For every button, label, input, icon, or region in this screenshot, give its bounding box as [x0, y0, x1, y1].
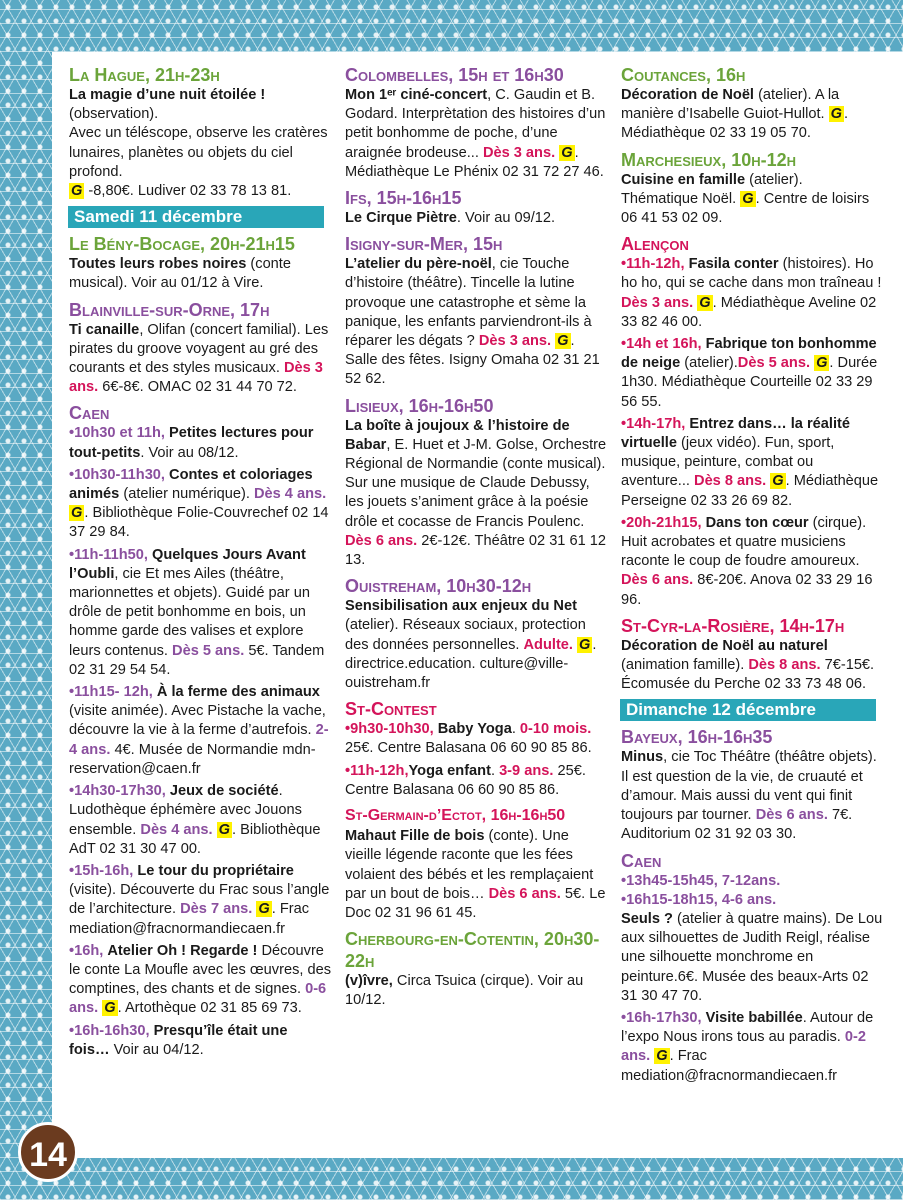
- event-entry: [69, 86, 331, 201]
- event-title: L’atelier du père-noël: [345, 256, 492, 273]
- free-badge: G: [557, 333, 569, 350]
- event-title: Petites lectures pour tout-petits: [69, 425, 314, 461]
- event-time: •15h-16h,: [69, 862, 134, 879]
- event-entry: [69, 546, 331, 680]
- age-label: Dès 6 ans.: [488, 885, 561, 902]
- date-band: Dimanche 12 décembre: [620, 699, 876, 721]
- event-text: (atelier). Réseaux sociaux, protection des données personnelles.: [345, 617, 586, 653]
- event-info: Médiathèque Le Phénix 02 31 72 27 46.: [345, 163, 604, 180]
- event-time: •11h-11h50,: [69, 546, 148, 563]
- event-text: (atelier). Thématique Noël.: [621, 171, 803, 207]
- event-info: Frac mediation@fracnormandiecaen.fr: [69, 901, 310, 937]
- event-title: Jeux de société: [169, 783, 279, 800]
- event-entry: [345, 209, 607, 228]
- event-title: À la ferme des animaux: [156, 684, 320, 701]
- event-time: •16h-16h30,: [69, 1022, 150, 1039]
- event-text: , cie Touche d’histoire (théâtre). Tincelle la lutine provoque une catastrophe et sème la panique, les enfants parviendront-ils à réparer les dégats ?: [345, 256, 592, 350]
- event-title: Baby Yoga: [437, 721, 512, 738]
- free-badge: G: [579, 636, 591, 653]
- page-number: 14: [18, 1122, 78, 1182]
- free-badge: G: [742, 190, 754, 207]
- event-location: Lisieux, 16h-16h50: [345, 395, 494, 416]
- event-title: Visite babillée: [705, 1009, 803, 1026]
- event-location: Ouistreham, 10h30-12h: [345, 576, 532, 597]
- event-title: Entrez dans… la réalité virtuelle: [621, 415, 850, 452]
- age-label: Dès 3 ans.: [621, 294, 694, 311]
- age-label: 0-2 ans.: [621, 1029, 866, 1065]
- age-label: Dès 4 ans.: [140, 821, 213, 838]
- event-title: Décoration de Noël: [621, 87, 754, 103]
- event-location: St-Germain-d’Ectot, 16h-16h50: [345, 807, 566, 825]
- event-title: Fabrique ton bonhomme de neige: [621, 336, 877, 372]
- event-text: (atelier).: [684, 355, 738, 372]
- event-entry: [345, 972, 607, 1010]
- event-entry: [621, 171, 883, 229]
- event-location: Bayeux, 16h-16h35: [621, 727, 773, 748]
- event-time: •11h-12h,: [345, 762, 409, 779]
- event-info: 6€-8€. OMAC 02 31 44 70 72.: [102, 379, 297, 396]
- event-entry: •11h-12h, Fasila conter (histoires). Ho ho ho, qui se cache dans mon traîneau ! Dès 3 ans. G . Médiathèque Aveline 02 33 82 46 00.: [621, 256, 882, 330]
- event-entry: [69, 321, 331, 398]
- event-entry: [621, 86, 883, 144]
- event-entry: •16h, Atelier Oh ! Regarde ! Découvre le conte La Moufle avec les œuvres, des comptines, des chants et de signes. 0-6 ans. G . Artothèque 02 31 85 69 73.: [69, 942, 332, 1017]
- event-location: Caen: [69, 403, 110, 424]
- column-2: [345, 64, 607, 1011]
- event-time: •10h30-11h30,: [69, 466, 165, 483]
- event-entry: •9h30-10h30, Baby Yoga. 0-10 mois. 25€. Centre Balasana 06 60 90 85 86.: [345, 721, 592, 757]
- event-time: •13h45-15h45,: [621, 872, 718, 889]
- age-label: 3-9 ans.: [499, 762, 554, 779]
- event-location: Caen: [621, 850, 662, 871]
- free-badge: G: [772, 473, 784, 490]
- age-label: Dès 5 ans.: [737, 355, 810, 372]
- event-location: St-Contest: [345, 699, 437, 720]
- event-location: Isigny-sur-Mer, 15h: [345, 234, 503, 255]
- event-text: . Voir au 09/12.: [456, 210, 556, 227]
- event-info: . Frac mediation@fracnormandiecaen.fr: [621, 1048, 837, 1084]
- event-title: Sensibilisation aux enjeux du Net: [345, 598, 577, 615]
- event-entry: [69, 683, 331, 779]
- age-label: Dès 6 ans.: [345, 532, 418, 549]
- event-text: (conte). Une vieille légende raconte que les fées volaient des bébés et les remplaçaient par un bout de bois…: [345, 828, 594, 902]
- event-info: . Médiathèque 02 33 19 05 70.: [621, 106, 849, 142]
- event-text: Voir au 04/12.: [113, 1041, 204, 1058]
- column-3: [621, 64, 883, 1086]
- event-location: Colombelles, 15h et 16h30: [345, 65, 564, 85]
- event-text: . Voir au 08/12.: [140, 444, 239, 461]
- age-label: Dès 3 ans.: [478, 333, 552, 350]
- age-label: 0-10 mois.: [519, 721, 592, 738]
- event-title: Décoration de Noël au naturel: [621, 637, 828, 654]
- event-entry: [621, 891, 883, 1006]
- event-entry: [621, 748, 883, 844]
- event-title: (v)îvre,: [345, 973, 393, 990]
- event-time: •9h30-10h30,: [345, 721, 434, 738]
- event-info: Artothèque 02 31 85 69 73.: [124, 1000, 302, 1017]
- event-info: . Centre de loisirs 06 41 53 02 09.: [621, 190, 870, 227]
- event-info: 2€-12€. Théâtre 02 31 61 12 13.: [345, 532, 606, 569]
- event-title: Le tour du propriétaire: [137, 862, 294, 879]
- event-entry: [621, 872, 883, 891]
- event-title: Ti canaille: [69, 321, 140, 338]
- event-location: Coutances, 16h: [621, 65, 746, 85]
- event-entry: [621, 637, 883, 695]
- event-info: 8€-20€. Anova 02 33 29 16 96.: [621, 572, 873, 608]
- event-info: Bibliothèque AdT 02 31 30 47 00.: [69, 821, 321, 857]
- event-location: Le Bény-Bocage, 20h-21h15: [69, 234, 295, 255]
- event-time: •16h15-18h15,: [621, 891, 718, 908]
- event-location: Blainville-sur-Orne, 17h: [69, 299, 270, 320]
- event-time: •11h-12h,: [621, 256, 685, 273]
- event-entry: Mon 1ᵉʳ ciné-concert, C. Gaudin et B. Godard. Interprètation des histoires d’un petit bonhomme de poche, d’une araignée brodeuse... Dès 3 ans. G . Médiathèque Le Phénix 02 31 72 27 46.: [345, 87, 606, 180]
- event-title: Cuisine en famille: [621, 171, 746, 188]
- event-title: Mon 1ᵉʳ ciné-concert: [345, 87, 488, 103]
- event-title: Presqu’île était une fois…: [69, 1022, 288, 1058]
- event-entry: •15h-16h, Le tour du propriétaire (visite). Découverte du Frac sous l’angle de l’architecture. Dès 7 ans. G . Frac mediation@fracnormandiecaen.fr: [69, 862, 330, 937]
- event-info: . Durée 1h30. Médiathèque Courteille 02 33 29 56 55.: [621, 355, 878, 410]
- event-entry: Sensibilisation aux enjeux du Net (atelier). Réseaux sociaux, protection des données personnelles. Adulte. G . directrice.education. culture@ville-ouistreham.fr: [345, 598, 597, 692]
- event-entry: [69, 424, 331, 462]
- event-title: Minus: [621, 749, 664, 766]
- event-text: , cie Toc Théâtre (théâtre objets). Il est question de la vie, de cruauté et d’amour. Mais aussi du vent qui finit toujours par tourner.: [621, 749, 877, 824]
- event-info: Médiathèque Aveline 02 33 82 46 00.: [621, 294, 877, 330]
- age-label: Dès 6 ans.: [755, 807, 828, 824]
- event-entry: [621, 514, 883, 610]
- free-badge: G: [71, 183, 83, 200]
- event-text: Avec un téléscope, observe les cratères lunaires, planètes ou objets du ciel profond.: [69, 125, 328, 180]
- event-text: (visite). Découverte du Frac sous l’angle de l’architecture.: [69, 882, 330, 918]
- event-title: Seuls ?: [621, 910, 673, 927]
- event-entry: [69, 1022, 331, 1060]
- event-info: 25€. Centre Balasana 06 60 90 85 86.: [345, 740, 592, 757]
- event-title: Contes et coloriages animés: [69, 466, 313, 503]
- age-label: 2-4 ans.: [69, 722, 329, 758]
- free-badge: G: [830, 106, 843, 123]
- event-text: (histoires). Ho ho ho, qui se cache dans mon traîneau !: [621, 256, 882, 292]
- free-badge: G: [104, 1000, 116, 1017]
- free-badge: G: [656, 1048, 668, 1065]
- event-text: , C. Gaudin et B. Godard. Interprètation des histoires d’un petit bonhomme de poche, d’une araignée brodeuse...: [345, 87, 606, 161]
- event-text: (jeux vidéo). Fun, sport, musique, peinture, combat ou aventure...: [621, 435, 835, 490]
- event-entry: •10h30-11h30, Contes et coloriages animés (atelier numérique). Dès 4 ans. G . Bibliothèque Folie-Couvrechef 02 14 37 29 84.: [69, 466, 329, 541]
- event-title: Fasila conter: [688, 256, 779, 273]
- event-text: , Olifan (concert familial). Les pirates du groove voyagent au gré des courants et des styles musicaux.: [69, 321, 329, 377]
- event-title: Le Cirque Piètre: [345, 210, 457, 227]
- age-label: Dès 4 ans.: [253, 486, 327, 503]
- event-title: Dans ton cœur: [705, 514, 809, 531]
- event-entry: •14h30-17h30, Jeux de société. Ludothèque éphémère avec Jouons ensemble. Dès 4 ans. G . Bibliothèque AdT 02 31 30 47 00.: [69, 783, 321, 857]
- event-entry: [621, 1009, 883, 1086]
- event-info: 7€-15€. Écomusée du Perche 02 33 73 48 06.: [621, 657, 875, 693]
- event-entry: [345, 417, 607, 571]
- event-location: St-Cyr-la-Rosière, 14h-17h: [621, 615, 845, 636]
- event-time: •20h-21h15,: [621, 514, 702, 531]
- event-entry: •11h-12h,Yoga enfant. 3-9 ans. 25€. Centre Balasana 06 60 90 85 86.: [345, 762, 586, 798]
- event-time: •16h,: [69, 942, 104, 959]
- event-info: Médiathèque Perseigne 02 33 26 69 82.: [621, 473, 879, 509]
- free-badge: G: [71, 505, 83, 522]
- event-text: (cirque). Huit acrobates et quatre musiciens raconte le coup de foudre amoureux.: [621, 514, 867, 570]
- free-badge: G: [561, 144, 573, 161]
- event-text: (conte musical). Voir au 01/12 à Vire.: [69, 256, 291, 292]
- event-entry: [345, 827, 607, 923]
- event-title: La magie d’une nuit étoilée !: [69, 87, 266, 103]
- age-label: Dès 6 ans.: [621, 572, 694, 589]
- event-text: (atelier à quatre mains). De Lou aux silhouettes de Judith Reigl, réalise une silhouette monchrome en peinture.6€. Musée des beaux-Arts 02 31 30 47 70.: [621, 910, 883, 1004]
- event-time: •16h-17h30,: [621, 1009, 702, 1026]
- event-info: 5€. Le Doc 02 31 96 61 45.: [345, 885, 606, 921]
- free-badge: G: [258, 901, 270, 918]
- event-time: •11h15- 12h,: [69, 684, 153, 701]
- event-title: Quelques Jours Avant l’Oubli: [69, 546, 306, 582]
- event-title: Mahaut Fille de bois: [345, 828, 485, 845]
- free-badge: G: [218, 821, 231, 838]
- event-entry: [621, 335, 883, 412]
- event-info: 7€. Auditorium 02 31 92 03 30.: [621, 807, 853, 843]
- event-text: . Autour de l’expo Nous irons tous au paradis.: [621, 1009, 874, 1046]
- event-location: La Hague, 21h-23h: [69, 65, 220, 85]
- age-label: 0-6 ans.: [69, 981, 327, 1017]
- event-entry: •14h-17h, Entrez dans… la réalité virtuelle (jeux vidéo). Fun, sport, musique, peinture, combat ou aventure... Dès 8 ans. G . Médiathèque Perseigne 02 33 26 69 82.: [621, 415, 879, 509]
- age-label: Dès 7 ans.: [180, 901, 253, 918]
- age-label: Dès 3 ans.: [69, 360, 323, 396]
- date-band: Samedi 11 décembre: [68, 206, 324, 228]
- event-time: •14h et 16h,: [621, 336, 702, 353]
- age-label: Dès 5 ans.: [172, 642, 245, 659]
- event-info: 5€. Tandem 02 31 29 54 54.: [69, 642, 325, 678]
- event-time: •10h30 et 11h,: [69, 425, 165, 442]
- age-label: Dès 3 ans.: [482, 144, 556, 161]
- event-time: •14h-17h,: [621, 415, 686, 432]
- event-text: , E. Huet et J-M. Golse, Orchestre Régional de Normandie (conte musical). Sur une musique de Claude Debussy, les jouets s’animent grâce à la poésie drôle et cocasse de Francis Poulenc.: [345, 436, 607, 530]
- event-text: (animation famille).: [621, 657, 745, 674]
- event-text: (visite animée). Avec Pistache la vache, découvre la vie à la ferme d’autrefois.: [69, 703, 326, 739]
- event-info: 25€. Centre Balasana 06 60 90 85 86.: [345, 762, 586, 798]
- age-label: Dès 8 ans.: [694, 473, 767, 490]
- event-entry: L’atelier du père-noël, cie Touche d’histoire (théâtre). Tincelle la lutine provoque une catastrophe et sème la panique, les enfants parviendront-ils à réparer les dégats ? Dès 3 ans. G . Salle des fêtes. Isigny Omaha 02 31 21 52 62.: [345, 256, 600, 388]
- age-label: Dès 8 ans.: [748, 657, 821, 674]
- event-location: Cherbourg-en-Cotentin, 20h30-22h: [345, 929, 600, 972]
- event-title: La boîte à joujoux & l’histoire de Babar: [345, 417, 570, 453]
- event-title: Yoga enfant: [408, 762, 491, 779]
- event-text: , cie Et mes Ailes (théâtre, marionnettes et objets). Guidé par un drôle de petit bonhomme en bois, un homme garde des valises et explore leurs contenus.: [69, 565, 310, 659]
- event-text: (atelier). A la manière d’Isabelle Guiot-Hullot.: [621, 87, 840, 123]
- event-time: •14h30-17h30,: [69, 783, 166, 800]
- event-info: Salle des fêtes. Isigny Omaha 02 31 21 52 62.: [345, 352, 600, 388]
- free-badge: G: [816, 355, 828, 372]
- event-title: Atelier Oh ! Regarde !: [107, 942, 258, 959]
- event-info: -8,80€. Ludiver 02 33 78 13 81.: [88, 183, 292, 200]
- event-title: Toutes leurs robes noires: [69, 256, 247, 273]
- free-badge: G: [699, 294, 711, 311]
- event-entry: [69, 255, 331, 293]
- event-text: . Ludothèque éphémère avec Jouons ensemble.: [69, 783, 302, 838]
- event-location: Ifs, 15h-16h15: [345, 188, 462, 209]
- event-text: (atelier numérique).: [123, 486, 250, 503]
- event-info: directrice.education. culture@ville-ouistreham.fr: [345, 655, 569, 692]
- event-text: Circa Tsuica (cirque). Voir au 10/12.: [345, 973, 584, 1009]
- event-location: Marchesieux, 10h-12h: [621, 149, 797, 170]
- event-text: Découvre le conte La Moufle avec les œuvres, des comptines, des chants et de signes.: [69, 942, 332, 998]
- age-label: 4-6 ans.: [721, 891, 777, 908]
- event-info: Bibliothèque Folie-Couvrechef 02 14 37 29 84.: [69, 505, 329, 541]
- event-text: (observation).: [69, 106, 159, 123]
- event-location: Alençon: [621, 234, 689, 255]
- age-label: 7-12ans.: [721, 872, 781, 889]
- age-label: Adulte.: [523, 636, 573, 653]
- event-info: 4€. Musée de Normandie mdn-reservation@caen.fr: [69, 741, 316, 777]
- column-1: [69, 64, 331, 1060]
